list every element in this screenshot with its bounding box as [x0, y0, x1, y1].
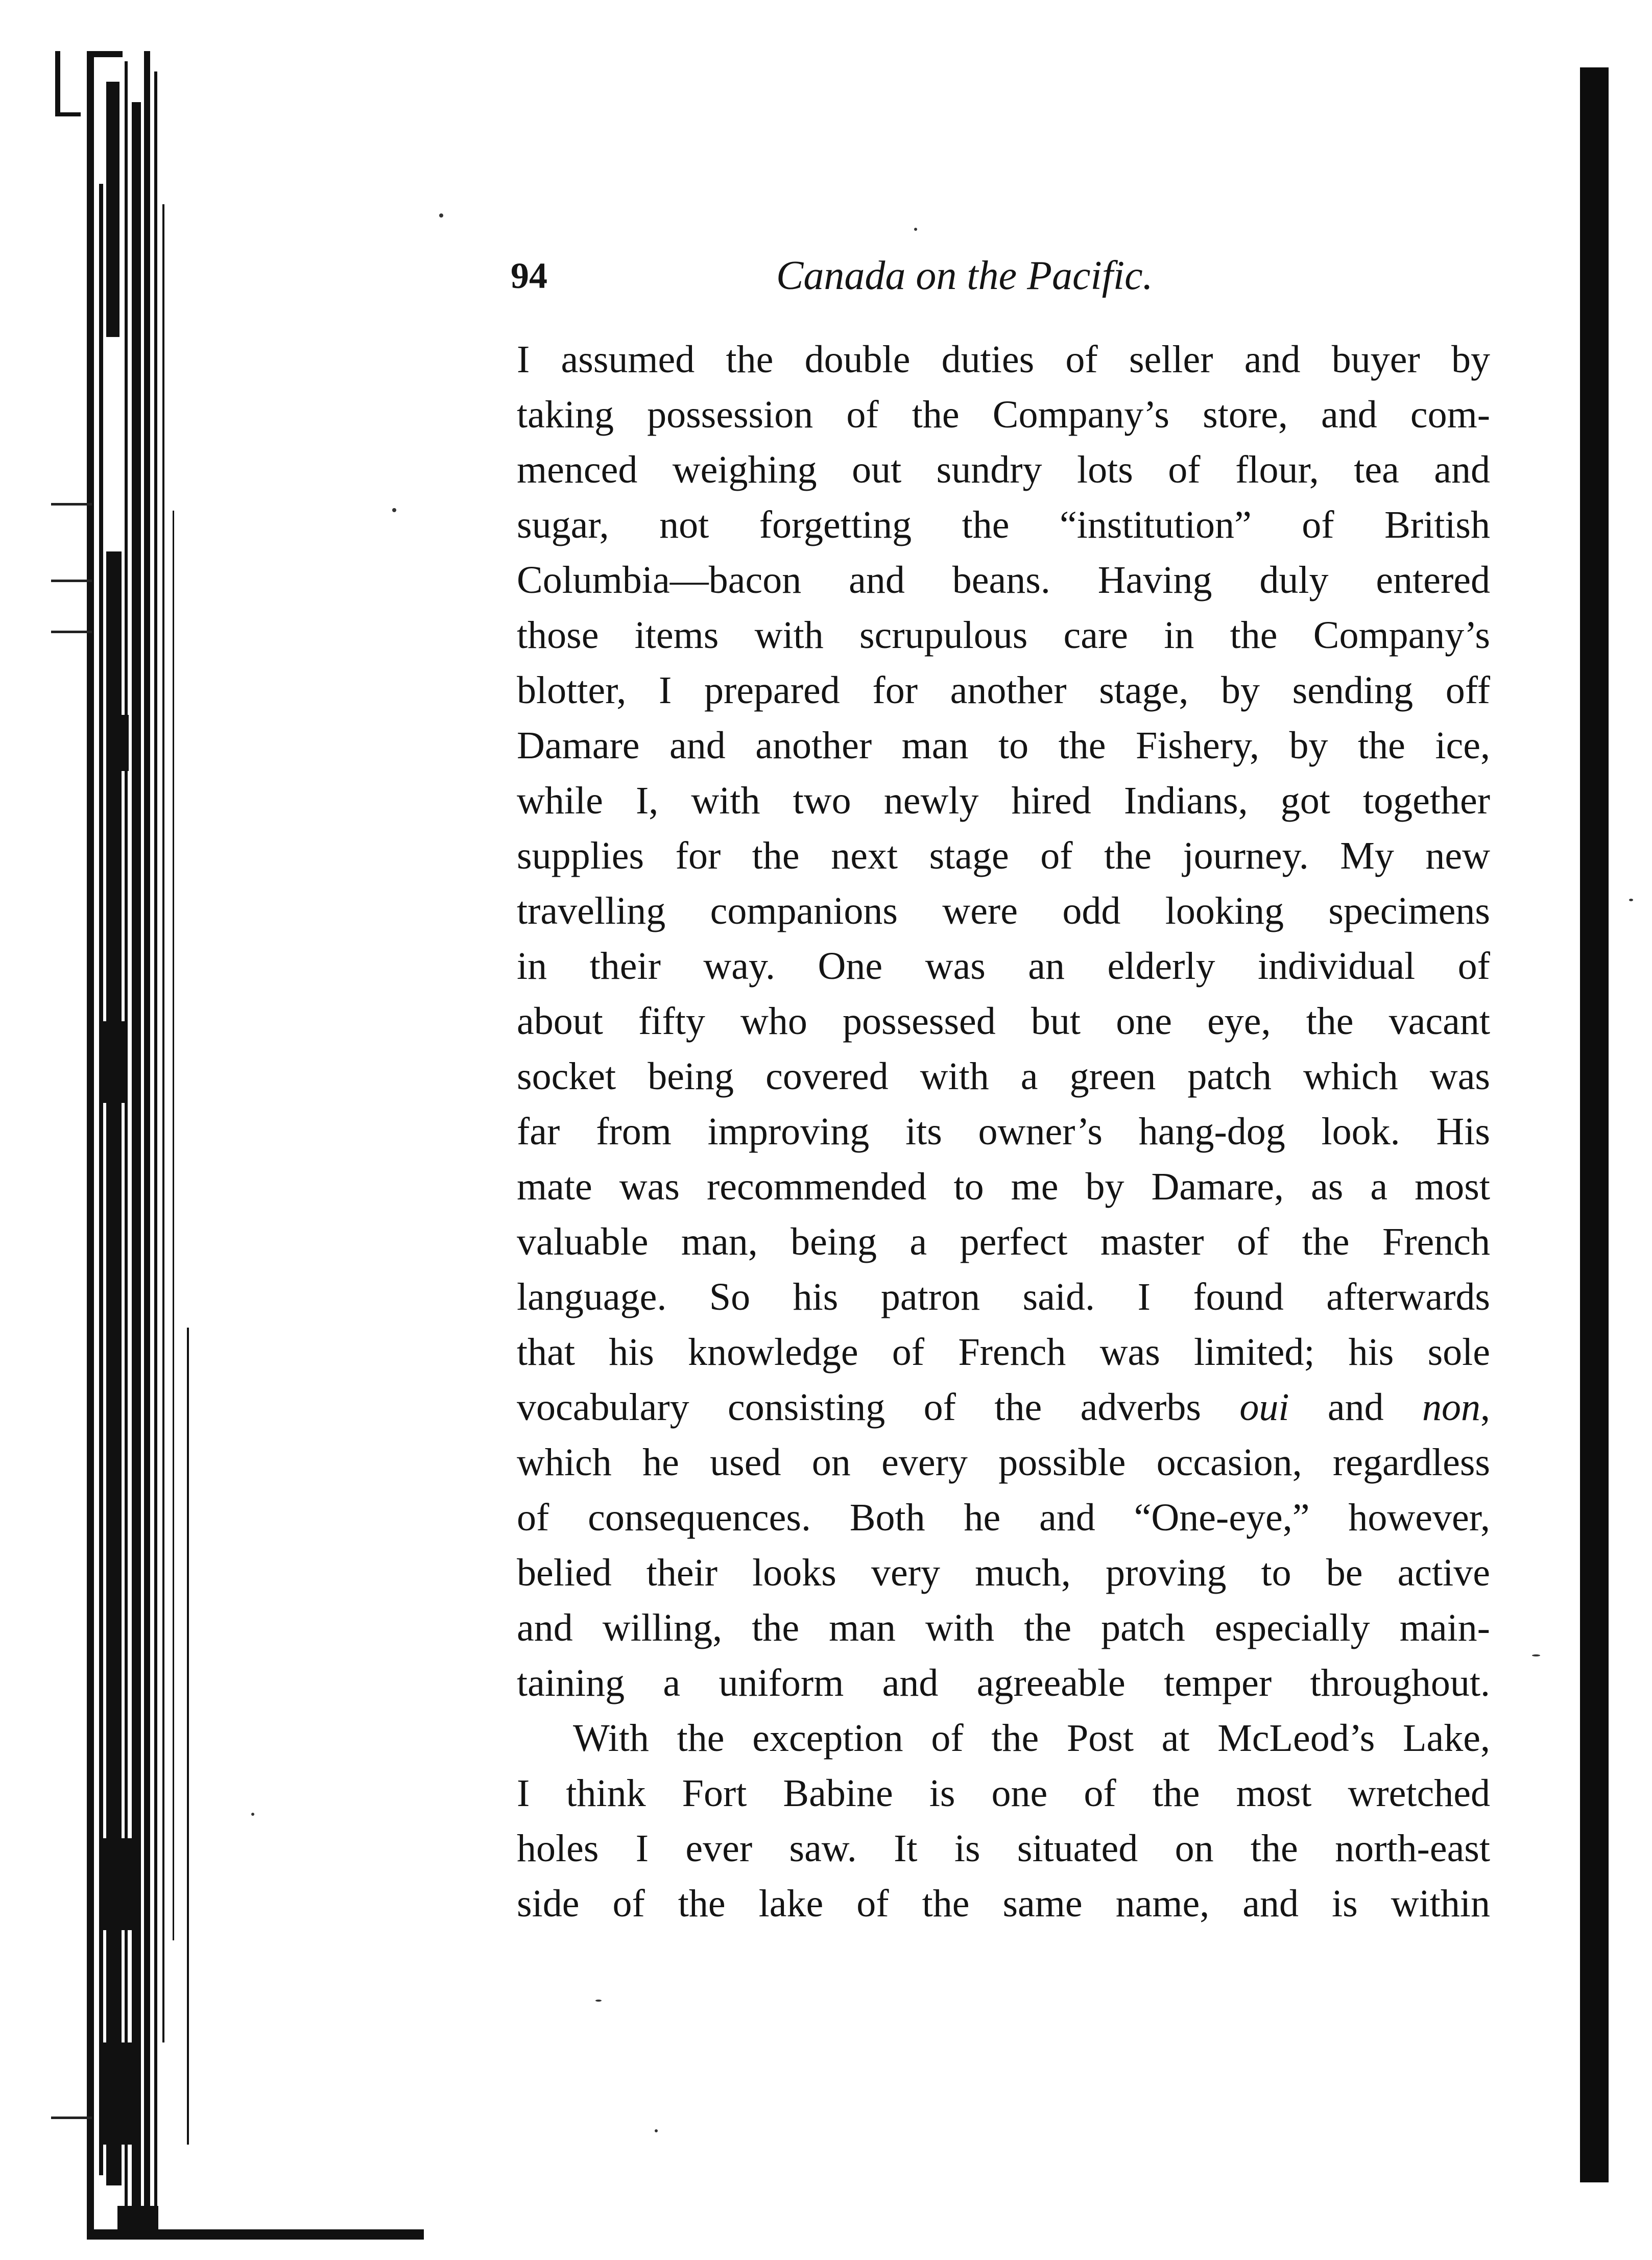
scan-speck	[914, 228, 917, 231]
text-fragment: vocabulary consisting of the adverbs	[517, 1386, 1240, 1429]
text-line: of consequences. Both he and “One-eye,” however,	[517, 1496, 1490, 1539]
text-line: language. So his patron said. I found afterwards	[517, 1276, 1490, 1318]
body-text	[517, 332, 1490, 1931]
page-number: 94	[511, 255, 547, 296]
text-line: taining a uniform and agreeable temper throughout.	[517, 1662, 1490, 1704]
right-page-edge	[1580, 67, 1609, 2182]
running-head	[511, 245, 1496, 306]
text-line: belied their looks very much, proving to be active	[517, 1551, 1490, 1594]
text-line: and willing, the man with the patch especially main-	[517, 1606, 1490, 1649]
text-line: Damare and another man to the Fishery, by the ice,	[517, 724, 1490, 767]
scan-speck	[439, 213, 443, 218]
text-line: in their way. One was an elderly individual of	[517, 945, 1490, 988]
running-title: Canada on the Pacific.	[776, 253, 1153, 298]
text-fragment: and	[1289, 1386, 1423, 1429]
text-line: socket being covered with a green patch which was	[517, 1055, 1490, 1098]
text-line-italic-words	[517, 1380, 1490, 1435]
text-line: that his knowledge of French was limited; his sole	[517, 1331, 1490, 1374]
scan-speck	[392, 508, 396, 512]
text-line: menced weighing out sundry lots of flour, tea and	[517, 448, 1490, 491]
text-line: Columbia—bacon and beans. Having duly entered	[517, 559, 1490, 602]
text-line: valuable man, being a perfect master of the French	[517, 1220, 1490, 1263]
text-line: sugar, not forgetting the “institution” of British	[517, 503, 1490, 546]
scan-speck	[251, 1813, 254, 1816]
text-line: I assumed the double duties of seller and buyer by	[517, 338, 1490, 381]
text-line: supplies for the next stage of the journey. My new	[517, 834, 1490, 877]
italic-word: non	[1422, 1386, 1481, 1429]
text-line: travelling companions were odd looking specimens	[517, 889, 1490, 932]
text-line: I think Fort Babine is one of the most wretched	[517, 1772, 1490, 1815]
text-line: side of the lake of the same name, and is within	[517, 1882, 1490, 1925]
scanned-binding-gutter	[87, 51, 220, 2237]
scan-speck	[655, 2129, 658, 2132]
text-line: far from improving its owner’s hang-dog look. His	[517, 1110, 1490, 1153]
text-line: mate was recommended to me by Damare, as a most	[517, 1165, 1490, 1208]
text-line: about fifty who possessed but one eye, the vacant	[517, 1000, 1490, 1043]
text-line: those items with scrupulous care in the Company’s	[517, 614, 1490, 657]
scan-speck	[1629, 899, 1633, 901]
text-line: holes I ever saw. It is situated on the north-east	[517, 1827, 1490, 1870]
text-line: which he used on every possible occasion, regardless	[517, 1441, 1490, 1484]
text-fragment: ,	[1480, 1386, 1491, 1429]
text-line: while I, with two newly hired Indians, got together	[517, 779, 1490, 822]
italic-word: oui	[1239, 1386, 1289, 1429]
scan-speck	[595, 2000, 602, 2002]
bottom-edge-rule	[87, 2229, 424, 2240]
scan-speck	[1532, 1654, 1540, 1656]
text-line: blotter, I prepared for another stage, by sending off	[517, 669, 1490, 712]
text-line-paragraph-start: With the exception of the Post at McLeod’s Lake,	[573, 1717, 1490, 1760]
text-line: taking possession of the Company’s store, and com-	[517, 393, 1490, 436]
